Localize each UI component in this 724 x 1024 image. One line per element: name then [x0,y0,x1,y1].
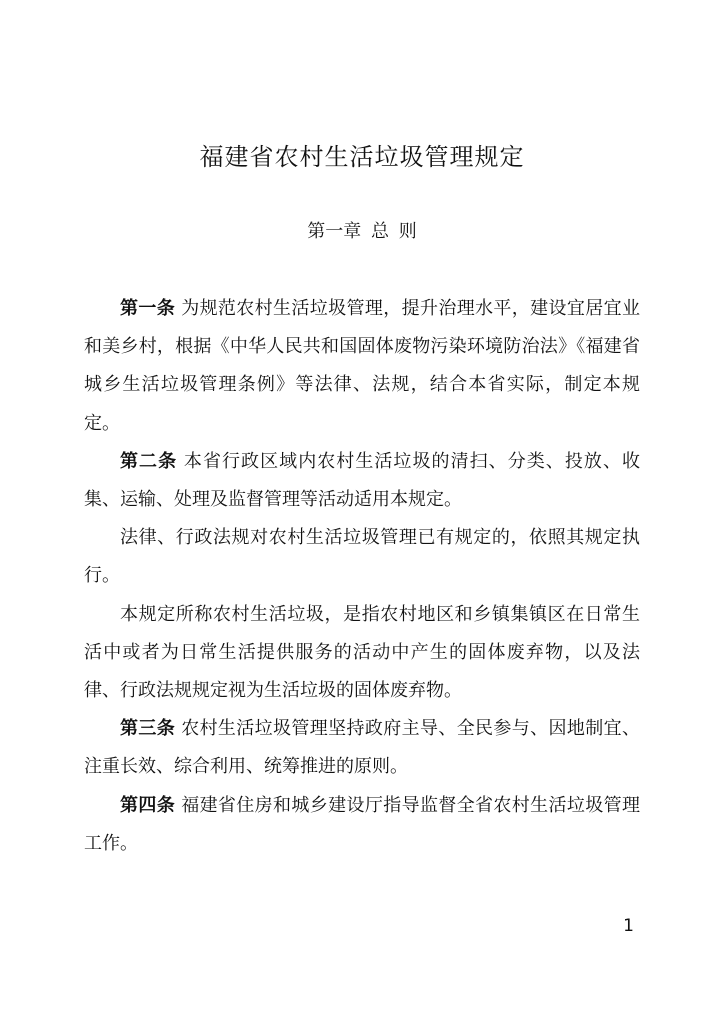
article-label: 第二条 [120,450,178,472]
document-title: 福建省农村生活垃圾管理规定 [199,143,525,171]
article-label: 第四条 [120,794,176,816]
page-number: 1 [623,916,634,936]
chapter-heading: 第一章 总 则 [307,221,417,242]
paragraph-text: 法律、行政法规对农村生活垃圾管理已有规定的，依照其规定执行。 [84,527,640,587]
paragraph-text: 本规定所称农村生活垃圾，是指农村地区和乡镇集镇区在日常生活中或者为日常生活提供服务的活动中产生的固体废弃物，以及法律、行政法规规定视为生活垃圾的固体废弃物。 [84,603,640,702]
paragraph-article-4 [84,787,640,863]
article-label: 第三条 [120,718,176,740]
paragraph-article-3 [84,710,640,786]
paragraph-text: 福建省住房和城乡建设厅指导监督全省农村生活垃圾管理工作。 [84,794,640,854]
document-body [84,290,640,863]
paragraph-text: 本省行政区域内农村生活垃圾的清扫、分类、投放、收集、运输、处理及监督管理等活动适用本规定。 [84,450,640,511]
paragraph-text: 农村生活垃圾管理坚持政府主导、全民参与、因地制宜、注重长效、综合利用、统筹推进的原则。 [84,718,640,778]
paragraph-article-1 [84,290,640,443]
paragraph-article-2-clause-2 [84,519,640,595]
article-label: 第一条 [120,298,176,319]
paragraph-article-2 [84,443,640,519]
paragraph-article-2-clause-3 [84,596,640,711]
paragraph-text: 为规范农村生活垃圾管理，提升治理水平，建设宜居宜业和美乡村，根据《中华人民共和国固体废物污染环境防治法》《福建省城乡生活垃圾管理条例》等法律、法规，结合本省实际，制定本规定。 [84,298,640,434]
